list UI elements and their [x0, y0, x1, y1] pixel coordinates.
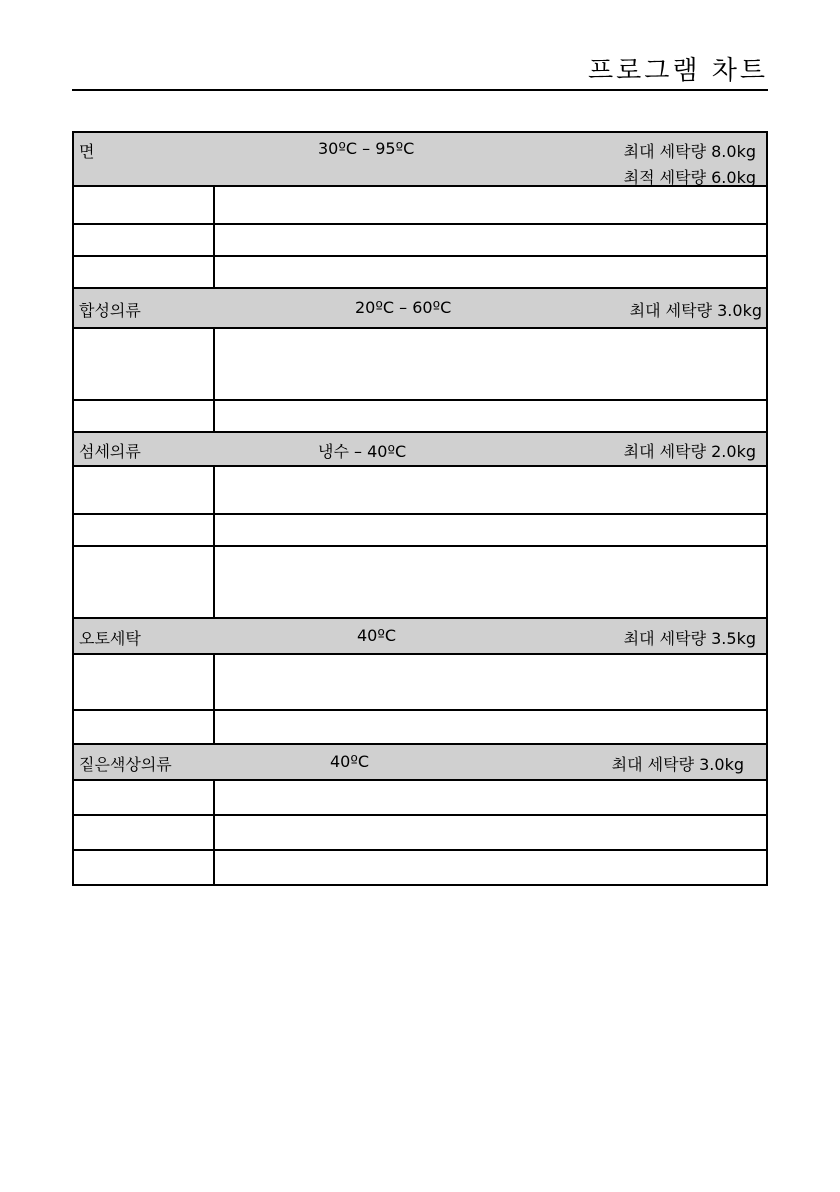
table-row	[73, 400, 767, 432]
section-temperature: 냉수 – 40ºC	[318, 442, 407, 461]
title-rule	[72, 89, 768, 91]
table-row	[73, 514, 767, 546]
row-value-cell	[214, 654, 767, 710]
table-row	[73, 546, 767, 618]
section-name: 합성의류	[79, 301, 141, 320]
section-max-load: 최대 세탁량 2.0kg	[623, 442, 756, 461]
section-max-load: 최대 세탁량 3.5kg	[623, 629, 756, 648]
row-label-cell	[73, 328, 214, 400]
section-max-load: 최대 세탁량 3.0kg	[629, 301, 762, 320]
row-label-cell	[73, 256, 214, 288]
section-temperature: 30ºC – 95ºC	[318, 139, 415, 158]
section-max-load: 최대 세탁량 3.0kg	[611, 755, 744, 774]
row-label-cell	[73, 850, 214, 885]
table-row	[73, 710, 767, 744]
table-row	[73, 466, 767, 514]
section-max-load: 최대 세탁량 8.0kg	[623, 142, 756, 161]
section-header-cotton	[73, 132, 767, 186]
section-name: 오토세탁	[79, 629, 141, 648]
section-temperature: 40ºC	[357, 626, 397, 645]
row-label-cell	[73, 224, 214, 256]
row-value-cell	[214, 850, 767, 885]
row-value-cell	[214, 256, 767, 288]
section-temperature: 20ºC – 60ºC	[355, 298, 452, 317]
row-label-cell	[73, 400, 214, 432]
section-temperature: 40ºC	[330, 752, 370, 771]
table-row	[73, 850, 767, 885]
row-value-cell	[214, 780, 767, 815]
table-row	[73, 224, 767, 256]
row-label-cell	[73, 186, 214, 224]
row-label-cell	[73, 514, 214, 546]
row-label-cell	[73, 466, 214, 514]
section-name: 면	[79, 142, 95, 161]
table-row	[73, 256, 767, 288]
row-value-cell	[214, 224, 767, 256]
row-value-cell	[214, 546, 767, 618]
row-label-cell	[73, 546, 214, 618]
row-value-cell	[214, 328, 767, 400]
row-value-cell	[214, 815, 767, 850]
table-row	[73, 186, 767, 224]
row-label-cell	[73, 780, 214, 815]
section-name: 짙은색상의류	[79, 755, 172, 774]
row-value-cell	[214, 466, 767, 514]
row-label-cell	[73, 815, 214, 850]
table-row	[73, 815, 767, 850]
row-value-cell	[214, 400, 767, 432]
section-header-delicates	[73, 432, 767, 466]
section-header-synthetics	[73, 288, 767, 328]
program-chart-table	[72, 131, 768, 886]
table-row	[73, 780, 767, 815]
table-row	[73, 328, 767, 400]
section-name: 섬세의류	[79, 442, 141, 461]
row-value-cell	[214, 710, 767, 744]
row-value-cell	[214, 186, 767, 224]
section-optimal-load: 최적 세탁량 6.0kg	[623, 168, 756, 187]
table-row	[73, 654, 767, 710]
row-label-cell	[73, 710, 214, 744]
section-header-auto-wash	[73, 618, 767, 654]
row-value-cell	[214, 514, 767, 546]
page-title: 프로그램 차트	[588, 56, 768, 86]
section-header-dark-colors	[73, 744, 767, 780]
row-label-cell	[73, 654, 214, 710]
